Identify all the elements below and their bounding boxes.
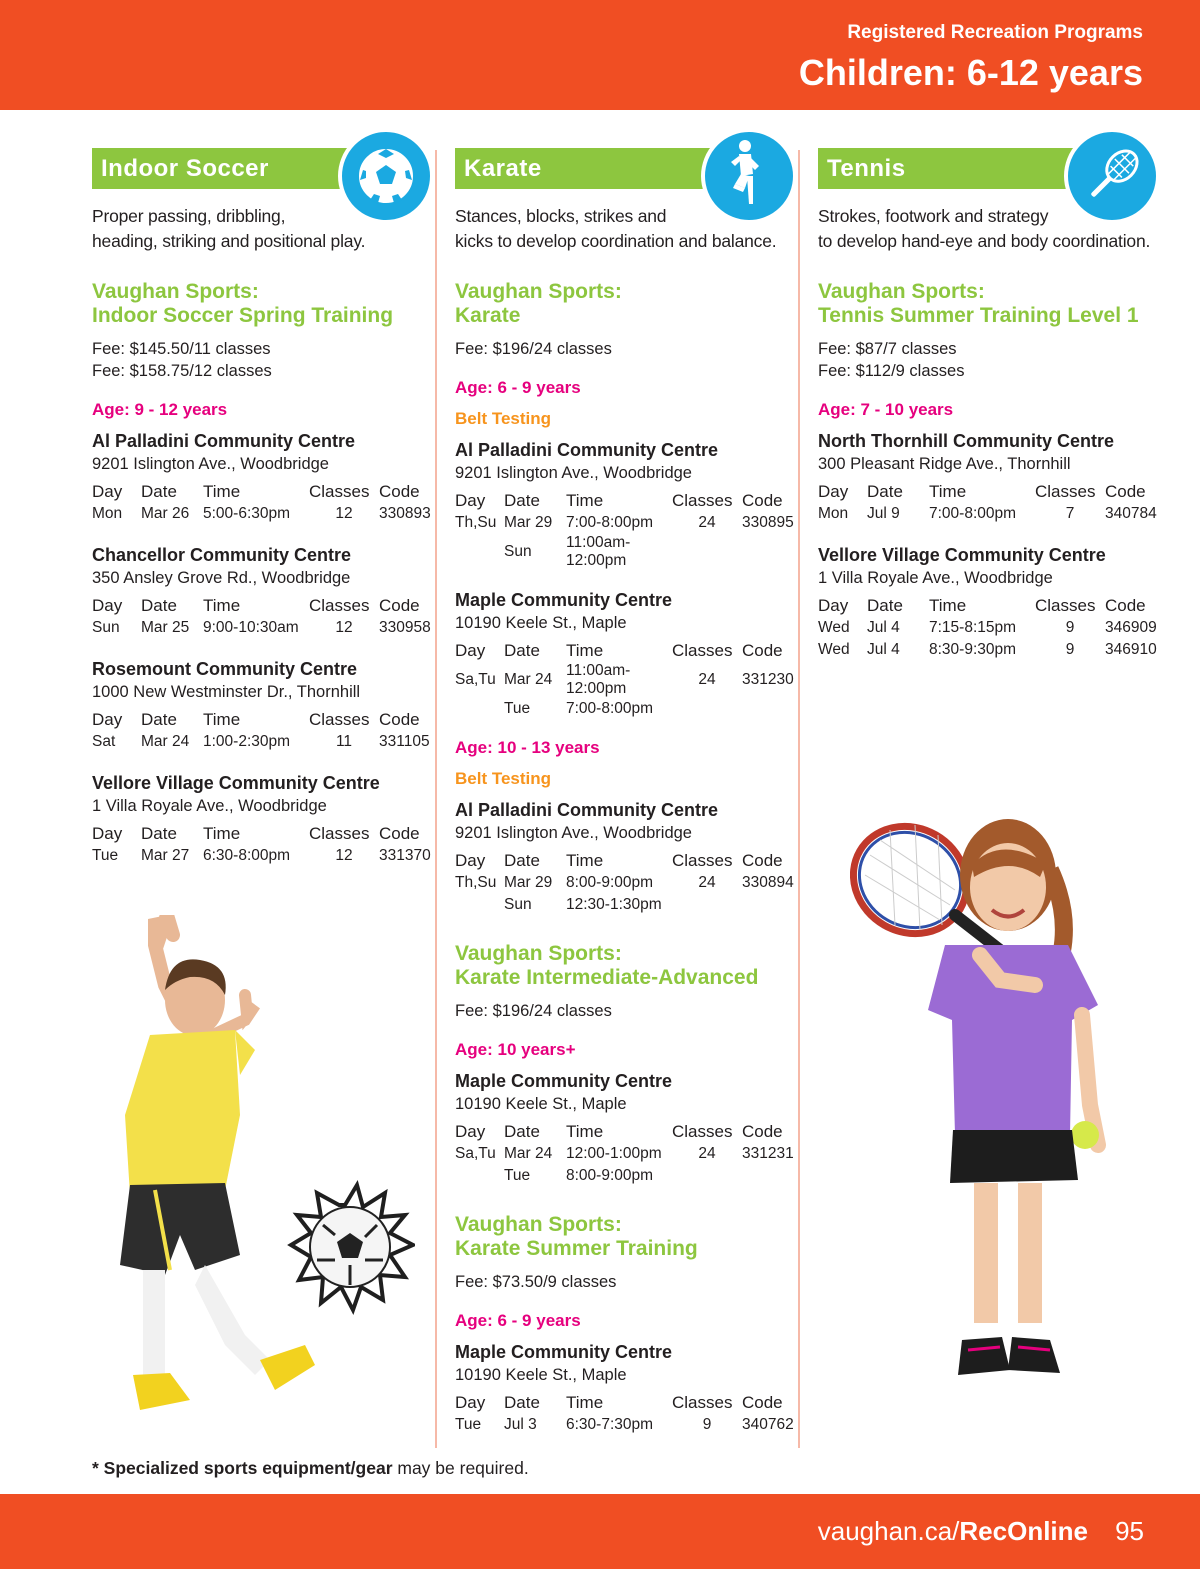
column-header-time: Time: [203, 710, 241, 729]
cell-classes: 24: [698, 514, 716, 531]
cell-date: Mar 29: [504, 514, 553, 531]
program-fees: [818, 338, 1163, 382]
location-name: North Thornhill Community Centre: [818, 431, 1114, 451]
cell-classes: [672, 698, 742, 720]
cell-classes: 9: [702, 1416, 712, 1433]
cell-time: 7:15-8:15pm: [929, 619, 1017, 636]
cell-date: Mar 26: [141, 505, 190, 522]
cell-code: 330958: [379, 619, 431, 636]
sport-banner: [92, 148, 437, 190]
page-title: Children: 6-12 years: [798, 52, 1143, 93]
column-header-day: Day: [92, 710, 123, 729]
age-range: Age: 7 - 10 years: [818, 400, 954, 419]
url-plain: vaughan.ca/: [817, 1516, 960, 1546]
location-maple-community-centre: [455, 1069, 800, 1187]
cell-time: 8:00-9:00pm: [566, 1167, 654, 1184]
cell-day: Tue: [92, 847, 119, 864]
cell-classes: 12: [335, 619, 353, 636]
cell-date: Jul 4: [867, 619, 900, 636]
cell-day: Mon: [818, 505, 849, 522]
column-tennis: [818, 148, 1163, 661]
schedule-table: [818, 595, 1160, 661]
location-name: Chancellor Community Centre: [92, 545, 352, 565]
location-name: Rosemount Community Centre: [92, 659, 358, 679]
column-header-time: Time: [566, 1393, 604, 1412]
schedule-table: [92, 823, 434, 867]
column-karate: [455, 148, 800, 1436]
column-indoor-soccer: [92, 148, 437, 867]
cell-time: 6:30-8:00pm: [203, 847, 291, 864]
schedule-table: [92, 709, 434, 753]
age-range: Age: 9 - 12 years: [92, 400, 228, 419]
fee-line: Fee: $73.50/9 classes: [455, 1273, 617, 1291]
column-header-day: Day: [818, 596, 849, 615]
sport-icon-circle: [1064, 128, 1160, 224]
column-header-day: Day: [455, 641, 486, 660]
column-header-code: Code: [742, 1393, 783, 1412]
page-footer: [0, 1494, 1200, 1569]
sport-title: Indoor Soccer: [101, 155, 269, 182]
program-fees: [455, 1000, 800, 1022]
column-header-classes: Classes: [1035, 482, 1096, 501]
column-header-code: Code: [742, 1122, 783, 1141]
program-title: Vaughan Sports: Indoor Soccer Spring Training: [92, 280, 394, 327]
location-name: Al Palladini Community Centre: [92, 431, 356, 451]
column-header-time: Time: [929, 482, 967, 501]
column-header-date: Date: [141, 710, 177, 729]
column-header-code: Code: [742, 641, 783, 660]
table-row: [92, 731, 434, 753]
sport-description: Stances, blocks, strikes and kicks to develop coordination and balance.: [455, 206, 777, 251]
cell-day: Th,Su: [455, 874, 497, 891]
location-address: 10190 Keele St., Maple: [455, 1095, 627, 1113]
table-row: [455, 534, 797, 570]
footnote-bold: * Specialized sports equipment/gear: [92, 1458, 393, 1478]
schedule-table: [455, 850, 797, 916]
location-address: 1 Villa Royale Ave., Woodbridge: [818, 569, 1053, 587]
cell-day: Th,Su: [455, 514, 497, 531]
schedule-table: [92, 481, 434, 525]
cell-time: 7:00-8:00pm: [566, 514, 654, 531]
column-header-date: Date: [867, 596, 903, 615]
cell-classes: [672, 534, 742, 570]
sport-description: Strokes, footwork and strategy to develop hand-eye and body coordination.: [818, 206, 1151, 251]
location-address: 1 Villa Royale Ave., Woodbridge: [92, 797, 327, 815]
cell-day: Mon: [92, 505, 123, 522]
table-row: [818, 503, 1160, 525]
column-header-date: Date: [141, 596, 177, 615]
cell-code: 331231: [742, 1145, 794, 1162]
program-title: Vaughan Sports: Karate Intermediate-Advanced: [455, 942, 759, 989]
fee-line: Fee: $196/24 classes: [455, 1002, 612, 1020]
cell-code: 346909: [1105, 619, 1157, 636]
banner-bar: [92, 148, 367, 189]
reconline-link[interactable]: [818, 1516, 1088, 1547]
cell-time: 6:30-7:30pm: [566, 1416, 654, 1433]
column-header-day: Day: [455, 851, 486, 870]
cell-date: Mar 24: [141, 733, 190, 750]
column-header-day: Day: [92, 482, 123, 501]
column-header-date: Date: [504, 1122, 540, 1141]
column-header-code: Code: [379, 710, 420, 729]
sport-icon-circle: [701, 128, 797, 224]
column-header-classes: Classes: [672, 1122, 733, 1141]
banner-bar: [818, 148, 1093, 189]
program-fees: [455, 338, 800, 360]
age-range: Age: 6 - 9 years: [455, 1311, 581, 1330]
location-name: Al Palladini Community Centre: [455, 440, 719, 460]
cell-classes: 9: [1065, 619, 1075, 636]
cell-code: 330894: [742, 874, 794, 891]
sport-title: Karate: [464, 155, 542, 182]
schedule-table: [92, 595, 434, 639]
column-header-code: Code: [742, 491, 783, 510]
sport-banner: [455, 148, 800, 190]
location-name: Maple Community Centre: [455, 1342, 673, 1362]
cell-day: Wed: [818, 619, 850, 636]
cell-classes: 12: [335, 505, 353, 522]
sport-description: Proper passing, dribbling, heading, striking and positional play.: [92, 206, 366, 251]
cell-day: [455, 894, 504, 916]
cell-date: Mar 27: [141, 847, 190, 864]
tennis-player-photo: [850, 815, 1130, 1415]
location-maple-community-centre: [455, 1340, 800, 1436]
column-header-day: Day: [455, 1393, 486, 1412]
cell-date: Mar 29: [504, 874, 553, 891]
location-maple-community-centre: [455, 588, 800, 720]
location-al-palladini-community-centre: [455, 798, 800, 916]
location-name: Maple Community Centre: [455, 590, 673, 610]
cell-day: Sa,Tu: [455, 671, 496, 688]
location-name: Maple Community Centre: [455, 1071, 673, 1091]
fee-line: Fee: $145.50/11 classes: [92, 340, 271, 358]
location-vellore-village-community-centre: [92, 771, 437, 867]
cell-code: 331370: [379, 847, 431, 864]
cell-date: Mar 24: [504, 1145, 553, 1162]
location-name: Vellore Village Community Centre: [92, 773, 380, 793]
cell-date: Sun: [504, 543, 532, 560]
tennis-racket-icon: [1068, 132, 1156, 220]
column-header-time: Time: [566, 1122, 604, 1141]
cell-code: 330895: [742, 514, 794, 531]
age-range: Age: 10 - 13 years: [455, 738, 600, 757]
location-address: 350 Ansley Grove Rd., Woodbridge: [92, 569, 351, 587]
location-name: Vellore Village Community Centre: [818, 545, 1106, 565]
cell-date: Mar 24: [504, 671, 553, 688]
column-header-classes: Classes: [672, 641, 733, 660]
table-row: [455, 1165, 797, 1187]
cell-classes: 24: [698, 671, 716, 688]
table-row: [92, 503, 434, 525]
column-header-code: Code: [1105, 482, 1146, 501]
cell-time: 1:00-2:30pm: [203, 733, 291, 750]
program-title: Vaughan Sports: Karate Summer Training: [455, 1213, 698, 1260]
cell-code: [742, 534, 797, 570]
karate-icon: [705, 132, 793, 220]
cell-time: 7:00-8:00pm: [929, 505, 1017, 522]
column-header-date: Date: [504, 851, 540, 870]
location-rosemount-community-centre: [92, 657, 437, 753]
soccer-player-photo: [95, 915, 415, 1420]
cell-time: 12:00-1:00pm: [566, 1145, 662, 1162]
cell-code: 346910: [1105, 641, 1157, 658]
table-row: [455, 512, 797, 534]
column-header-time: Time: [203, 482, 241, 501]
location-address: 9201 Islington Ave., Woodbridge: [455, 464, 692, 482]
cell-classes: 24: [698, 1145, 716, 1162]
column-header-date: Date: [867, 482, 903, 501]
location-address: 300 Pleasant Ridge Ave., Thornhill: [818, 455, 1071, 473]
cell-time: 12:30-1:30pm: [566, 896, 662, 913]
program-fees: [455, 1271, 800, 1293]
cell-time: 7:00-8:00pm: [566, 700, 654, 717]
table-row: [455, 872, 797, 894]
location-address: 10190 Keele St., Maple: [455, 1366, 627, 1384]
cell-code: [742, 894, 797, 916]
column-header-day: Day: [92, 596, 123, 615]
table-row: [92, 845, 434, 867]
section-subtitle: Registered Recreation Programs: [847, 22, 1143, 43]
table-row: [455, 1414, 797, 1436]
fee-line: Fee: $196/24 classes: [455, 340, 612, 358]
column-header-date: Date: [141, 824, 177, 843]
location-vellore-village-community-centre: [818, 543, 1163, 661]
cell-time: 8:30-9:30pm: [929, 641, 1017, 658]
cell-day: Sat: [92, 733, 116, 750]
cell-date: Tue: [504, 1167, 531, 1184]
program-block: [92, 280, 437, 867]
cell-classes: [672, 1165, 742, 1187]
column-header-classes: Classes: [309, 710, 370, 729]
cell-date: Mar 25: [141, 619, 190, 636]
column-header-date: Date: [504, 1393, 540, 1412]
cell-date: Jul 4: [867, 641, 900, 658]
location-al-palladini-community-centre: [455, 438, 800, 570]
column-header-code: Code: [742, 851, 783, 870]
table-row: [92, 617, 434, 639]
column-header-day: Day: [818, 482, 849, 501]
column-header-classes: Classes: [672, 851, 733, 870]
schedule-table: [455, 1121, 797, 1187]
cell-code: 340784: [1105, 505, 1157, 522]
cell-classes: 12: [335, 847, 353, 864]
cell-classes: 9: [1065, 641, 1075, 658]
cell-day: Sun: [92, 619, 120, 636]
cell-date: Jul 9: [867, 505, 900, 522]
sport-banner: [818, 148, 1163, 190]
column-header-code: Code: [379, 824, 420, 843]
table-row: [818, 639, 1160, 661]
location-address: 9201 Islington Ave., Woodbridge: [92, 455, 329, 473]
page-header: [0, 0, 1200, 110]
schedule-table: [455, 640, 797, 720]
location-al-palladini-community-centre: [92, 429, 437, 525]
cell-code: [742, 1165, 797, 1187]
column-header-day: Day: [455, 1122, 486, 1141]
column-header-date: Date: [504, 641, 540, 660]
column-header-code: Code: [379, 482, 420, 501]
banner-bar: [455, 148, 730, 189]
belt-testing-label: Belt Testing: [455, 409, 552, 428]
cell-time: 5:00-6:30pm: [203, 505, 291, 522]
column-header-classes: Classes: [309, 596, 370, 615]
cell-classes: 7: [1065, 505, 1075, 522]
cell-day: [455, 534, 504, 570]
column-header-code: Code: [1105, 596, 1146, 615]
cell-classes: [672, 894, 742, 916]
sport-icon-circle: [338, 128, 434, 224]
cell-day: [455, 1165, 504, 1187]
column-header-date: Date: [141, 482, 177, 501]
cell-time: 11:00am-12:00pm: [566, 662, 631, 697]
program-block: [818, 280, 1163, 661]
fee-line: Fee: $158.75/12 classes: [92, 362, 272, 380]
url-bold: RecOnline: [959, 1516, 1088, 1546]
cell-time: 9:00-10:30am: [203, 619, 299, 636]
soccer-ball-icon: [342, 132, 430, 220]
footnote: [92, 1458, 529, 1479]
cell-code: 331105: [379, 733, 430, 750]
cell-day: Wed: [818, 641, 850, 658]
cell-day: Sa,Tu: [455, 1145, 496, 1162]
column-header-classes: Classes: [309, 824, 370, 843]
program-title: Vaughan Sports: Tennis Summer Training Level 1: [818, 280, 1139, 327]
location-address: 1000 New Westminster Dr., Thornhill: [92, 683, 361, 701]
column-header-classes: Classes: [1035, 596, 1096, 615]
location-address: 9201 Islington Ave., Woodbridge: [455, 824, 692, 842]
footnote-text: may be required.: [392, 1458, 529, 1478]
column-header-classes: Classes: [672, 491, 733, 510]
table-row: [455, 698, 797, 720]
cell-date: Tue: [504, 700, 531, 717]
cell-day: Tue: [455, 1416, 482, 1433]
column-header-time: Time: [203, 596, 241, 615]
table-row: [455, 662, 797, 698]
column-header-date: Date: [504, 491, 540, 510]
column-header-day: Day: [92, 824, 123, 843]
cell-code: 331230: [742, 671, 794, 688]
cell-code: [742, 698, 797, 720]
cell-time: 8:00-9:00pm: [566, 874, 654, 891]
table-row: [455, 1143, 797, 1165]
column-header-time: Time: [566, 851, 604, 870]
schedule-table: [818, 481, 1160, 525]
schedule-table: [455, 490, 797, 570]
fee-line: Fee: $87/7 classes: [818, 340, 957, 358]
program-block: [455, 1213, 800, 1436]
sport-title: Tennis: [827, 155, 906, 182]
age-range: Age: 6 - 9 years: [455, 378, 581, 397]
schedule-table: [455, 1392, 797, 1436]
column-header-day: Day: [455, 491, 486, 510]
location-name: Al Palladini Community Centre: [455, 800, 719, 820]
page-number: 95: [1115, 1516, 1144, 1546]
table-row: [455, 894, 797, 916]
cell-classes: 24: [698, 874, 716, 891]
location-chancellor-community-centre: [92, 543, 437, 639]
column-header-time: Time: [566, 641, 604, 660]
column-header-code: Code: [379, 596, 420, 615]
age-range: Age: 10 years+: [455, 1040, 576, 1059]
cell-classes: 11: [335, 733, 353, 750]
cell-date: Sun: [504, 896, 532, 913]
program-title: Vaughan Sports: Karate: [455, 280, 622, 327]
column-header-classes: Classes: [309, 482, 370, 501]
column-header-classes: Classes: [672, 1393, 733, 1412]
program-block: [455, 280, 800, 916]
cell-date: Jul 3: [504, 1416, 537, 1433]
table-row: [818, 617, 1160, 639]
location-north-thornhill-community-centre: [818, 429, 1163, 525]
fee-line: Fee: $112/9 classes: [818, 362, 965, 380]
column-header-time: Time: [203, 824, 241, 843]
belt-testing-label: Belt Testing: [455, 769, 552, 788]
column-header-time: Time: [566, 491, 604, 510]
cell-day: [455, 698, 504, 720]
program-fees: [92, 338, 437, 382]
cell-time: 11:00am-12:00pm: [566, 534, 631, 569]
location-address: 10190 Keele St., Maple: [455, 614, 627, 632]
column-header-time: Time: [929, 596, 967, 615]
program-block: [455, 942, 800, 1187]
cell-code: 330893: [379, 505, 431, 522]
cell-code: 340762: [742, 1416, 794, 1433]
